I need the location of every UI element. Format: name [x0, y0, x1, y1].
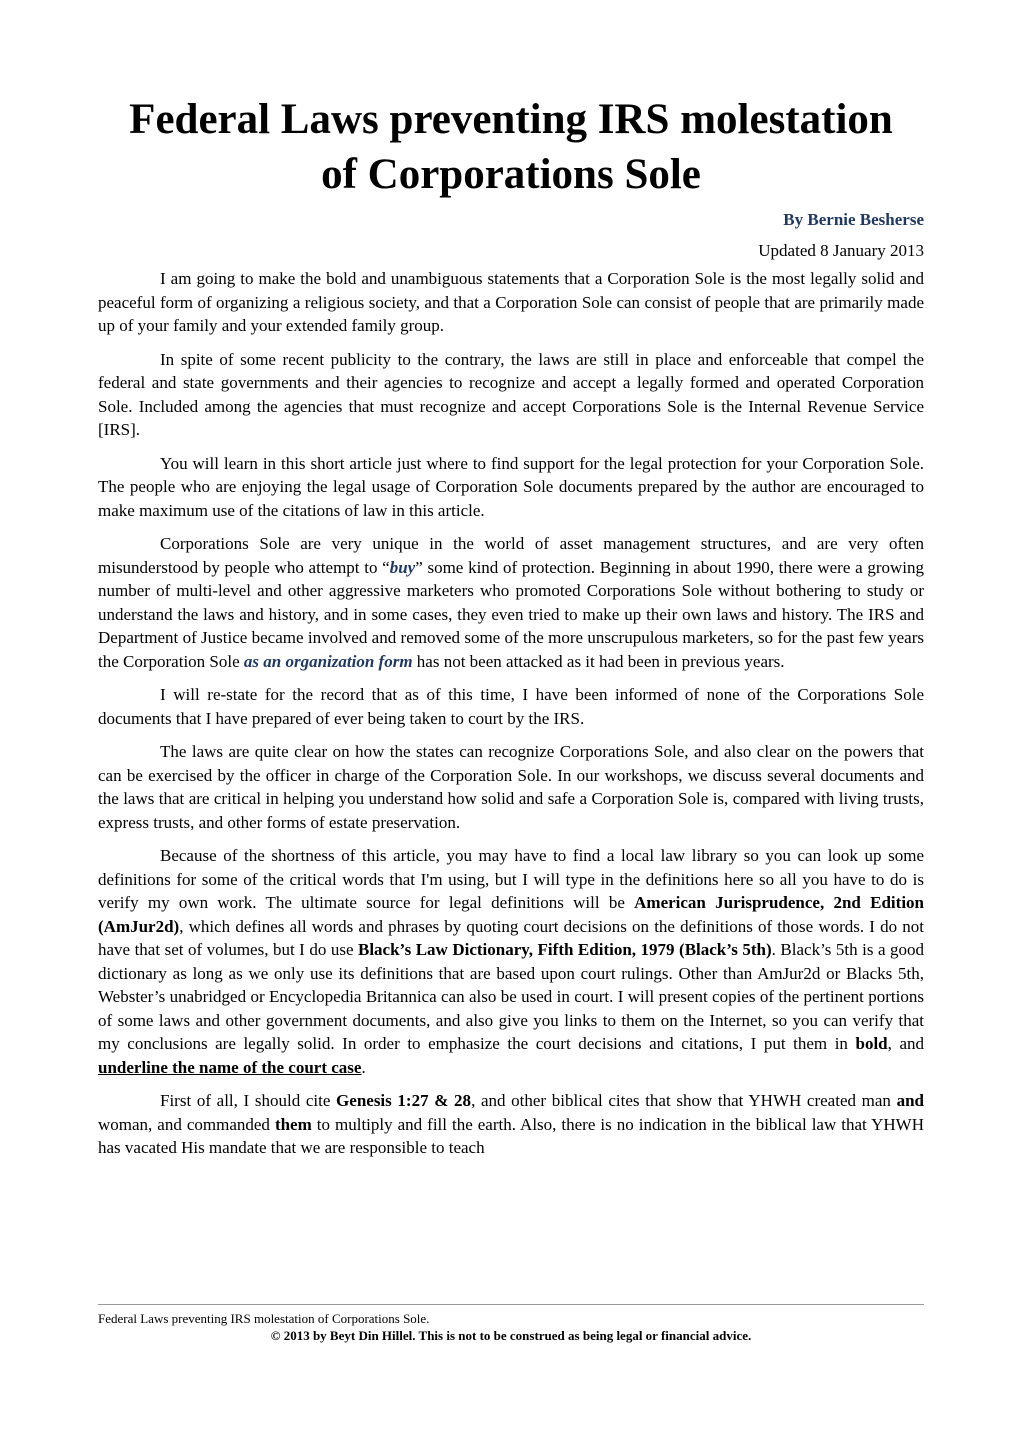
p4-text-3: has not been attacked as it had been in previous years.: [412, 651, 785, 671]
citation-genesis: Genesis 1:27 & 28: [336, 1091, 472, 1110]
p7-text-1: Because of the shortness of this article, you may have to find a local law library so you can look up some definitions for some of the critical words that I'm using, but I will type in the definitions here so all you have to do is verify my own work. The ultimate source for legal definitions will be: [98, 846, 924, 912]
article-title: [98, 92, 924, 202]
emphasis-buy: buy: [389, 557, 416, 577]
emphasis-bold: bold: [855, 1034, 888, 1053]
citation-amjur2d: American Jurisprudence, 2nd Edition (AmJur2d): [98, 893, 924, 936]
emphasis-organization-form: as an organization form: [243, 651, 413, 671]
paragraph-1: I am going to make the bold and unambiguous statements that a Corporation Sole is the most legally solid and peaceful form of organizing a religious society, and that a Corporation Sole can consist of people that are primarily made up of your family and your extended family group.: [98, 269, 924, 335]
paragraph-8: [98, 1089, 924, 1160]
emphasis-underline: underline the name of the court case: [98, 1057, 362, 1077]
footer-copyright: © 2013 by Beyt Din Hillel. This is not to be construed as being legal or financial advice.: [270, 1328, 752, 1343]
paragraph-3: You will learn in this short article just where to find support for the legal protection for your Corporation Sole. The people who are enjoying the legal usage of Corporation Sole documents prepared by the author are encouraged to make maximum use of the citations of law in this article.: [98, 453, 924, 520]
emphasis-them: them: [274, 1114, 312, 1134]
p7-text-2: , which defines all words and phrases by quoting court decisions on the definitions of those words. I do not have that set of volumes, but I do use: [98, 916, 924, 959]
p8-text-4: to multiply and fill the earth. Also, there is no indication in the biblical law that YHWH has vacated His mandate that we are responsible to teach: [98, 1114, 924, 1157]
footer-title: Federal Laws preventing IRS molestation of Corporations Sole.: [98, 1311, 430, 1326]
p7-text-5: .: [361, 1057, 366, 1077]
paragraph-6: The laws are quite clear on how the states can recognize Corporations Sole, and also clear on the powers that can be exercised by the officer in charge of the Corporation Sole. In our workshops, we discuss several documents and the laws that are critical in helping you understand how solid and safe a Corporation Sole is, compared with living trusts, express trusts, and other forms of estate preservation.: [98, 742, 924, 832]
citation-blacks-5th: Black’s Law Dictionary, Fifth Edition, 1979 (Black’s 5th): [358, 940, 772, 959]
article-body: [98, 92, 924, 1170]
p8-text-1: First of all, I should cite: [160, 1091, 337, 1110]
p8-text-3: woman, and commanded: [98, 1114, 275, 1134]
title-line-2: of Corporations Sole: [321, 151, 701, 198]
updated-date: Updated 8 January 2013: [758, 241, 924, 260]
p7-text-4: , and: [887, 1034, 925, 1053]
p7-text-3: . Black’s 5th is a good dictionary as long as we only use its definitions that are based upon court rulings. Other than AmJur2d or Blacks 5th, Webster’s unabridged or Encyclopedia Britannica can also be used in court. I will present copies of the pertinent portions of some laws and other government documents, and also give you links to them on the Internet, so you can verify that my conclusions are legally solid. In order to emphasize the court decisions and citations, I put them in: [98, 940, 924, 1053]
author-byline: By Bernie Besherse: [783, 210, 924, 229]
paragraph-2: In spite of some recent publicity to the contrary, the laws are still in place and enforceable that compel the federal and state governments and their agencies to recognize and accept a legally formed and operated Corporation Sole. Included among the agencies that must recognize and accept Corporations Sole is the Internal Revenue Service [IRS].: [98, 349, 924, 439]
paragraph-4: [98, 532, 924, 673]
paragraph-7: [98, 844, 924, 1079]
p4-text-1: Corporations Sole are very unique in the world of asset management structures, and are very often misunderstood by people who attempt to “: [98, 534, 924, 577]
title-line-1: Federal Laws preventing IRS molestation: [129, 96, 893, 143]
footer-divider: [98, 1304, 924, 1305]
p4-text-2: ” some kind of protection. Beginning in about 1990, there were a growing number of multi-level and other aggressive marketers who promoted Corporations Sole without bothering to study or understand the laws and history, and in some cases, they even tried to make up their own laws and history. The IRS and Department of Justice became involved and removed some of the more unscrupulous marketers, so for the past few years the Corporation Sole: [98, 557, 924, 671]
paragraph-5: I will re-state for the record that as of this time, I have been informed of none of the Corporations Sole documents that I have prepared of ever being taken to court by the IRS.: [98, 685, 924, 728]
emphasis-and: and: [896, 1091, 924, 1110]
p8-text-2: , and other biblical cites that show that YHWH created man: [471, 1091, 897, 1110]
